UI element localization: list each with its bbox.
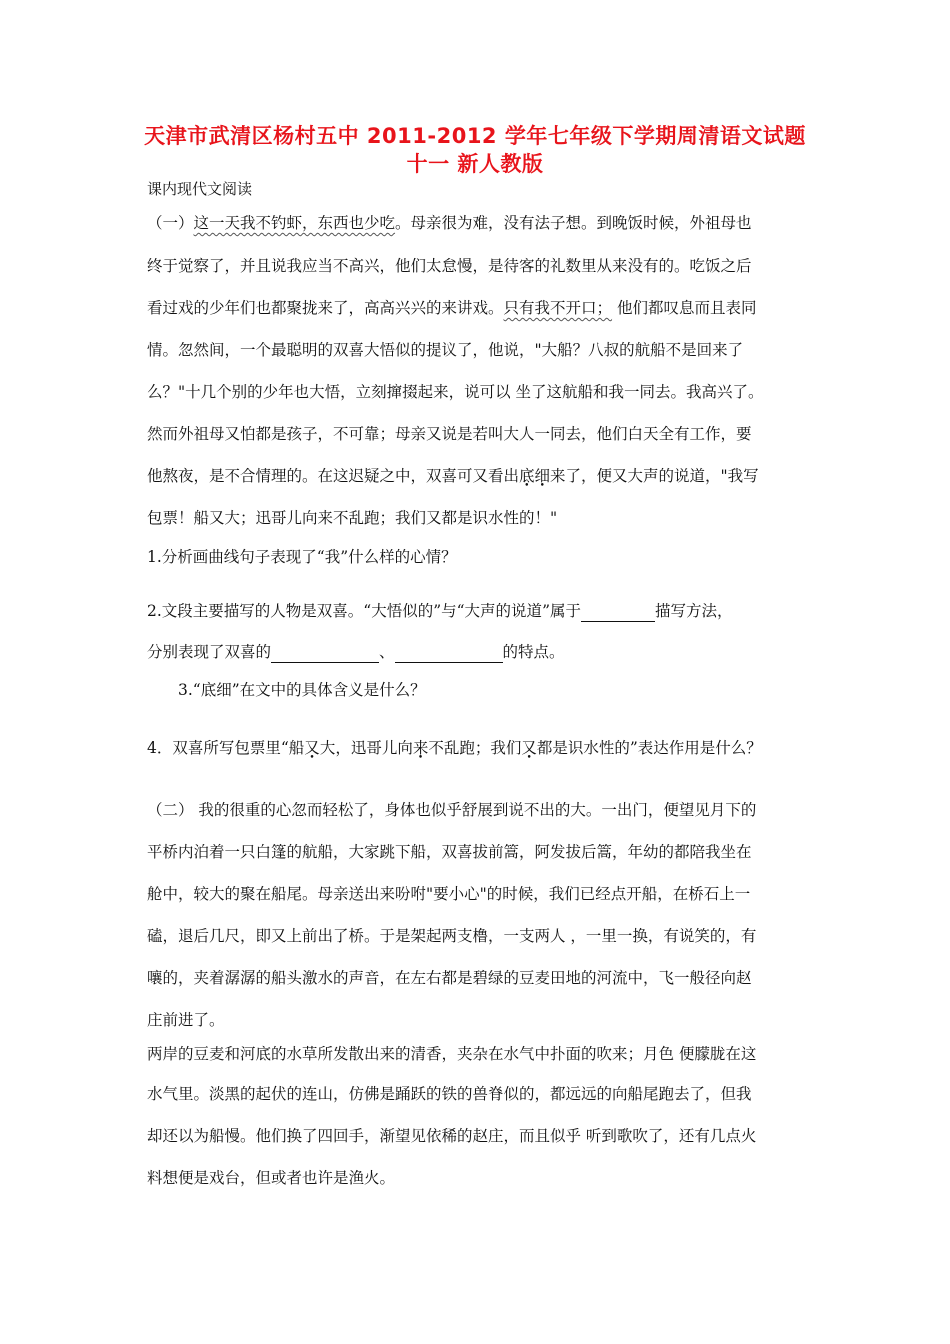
question-text: 大，迅哥儿向 [319,739,413,757]
emphasis-dotted-char: 又 [304,739,320,757]
question-text: 的特点。 [502,643,565,661]
answer-blank[interactable] [271,645,379,663]
emphasis-dotted-char: 细 [534,467,551,485]
passage2-line-8: 水气里。淡黑的起伏的连山，仿佛是踊跃的铁的兽脊似的，都远远的向船尾跑去了，但我 [147,1085,752,1103]
passage2-line-5: 嚷的，夹着潺潺的船头激水的声音，在左右都是碧绿的豆麦田地的河流中，飞一般径向赵 [147,969,752,987]
passage1-line-7 [147,465,759,487]
question-1: 1.分析画曲线句子表现了“我”什么样的心情？ [147,548,457,566]
passage2-line-7: 两岸的豆麦和河底的水草所发散出来的清香，夹杂在水气中扑面的吹来；月色 便朦胧在这 [147,1045,757,1063]
document-title-line-1: 天津市武清区杨村五中 2011-2012 学年七年级下学期周清语文试题 [144,124,806,148]
question-text: 、 [379,643,395,661]
question-2-continued [147,641,565,663]
question-text: 分别表现了双喜的 [147,643,272,661]
passage1-line-2: 终于觉察了，并且说我应当不高兴，他们太怠慢，是待客的礼数里从来没有的。吃饭之后 [147,257,752,275]
wavy-underlined-sentence: 只有我不开口； [503,299,613,317]
passage1-text: 来了，便又大声的说道，"我写 [550,467,759,485]
document-title-line-2: 十一 新人教版 [406,152,544,176]
passage2-line-3: 舱中，较大的聚在船尾。母亲送出来吩咐"要小心"的时候，我们已经点开船，在桥石上一 [147,885,751,903]
passage1-line-8: 包票！船又大；迅哥儿向来不乱跑；我们又都是识水性的！" [147,509,558,527]
passage2-line-6: 庄前进了。 [147,1011,225,1029]
passage1-line-6: 然而外祖母又怕都是孩子，不可靠；母亲又说是若叫大人一同去，他们白天全有工作，要 [147,425,752,443]
passage2-line-4: 磕，退后几尺，即又上前出了桥。于是架起两支橹，一支两人 ，一里一换，有说笑的，有 [147,927,757,945]
answer-blank[interactable] [581,604,655,622]
emphasis-dotted-char: 来 [412,739,429,757]
wavy-underlined-sentence: 这一天我不钓虾，东西也少吃 [193,214,396,232]
passage1-text: 他们都叹息而且表同 [612,299,757,317]
passage1-text: 。母亲很为难，没有法子想。到晚饭时候，外祖母也 [395,214,752,232]
question-4 [147,737,762,759]
question-text: 都是识水性的”表达作用是什么？ [536,739,762,757]
passage1-part-label: （一） [147,214,194,232]
passage1-text: 看过戏的少年们也都聚拢来了，高高兴兴的来讲戏。 [147,299,504,317]
question-text: 4．双喜所写包票里“船 [147,739,305,757]
answer-blank[interactable] [395,645,503,663]
passage2-line-1: （二） 我的很重的心忽而轻松了，身体也似乎舒展到说不出的大。一出门，便望见月下的 [147,801,757,819]
section-label: 课内现代文阅读 [147,180,253,198]
passage1-line-1 [147,212,752,234]
passage1-line-3 [147,297,756,319]
question-text: 不乱跑；我们 [428,739,522,757]
passage2-line-10: 料想便是戏台，但或者也许是渔火。 [147,1169,396,1187]
passage1-text: 他熬夜，是不合情理的。在这迟疑之中，双喜可又看出 [147,467,520,485]
passage1-line-4: 情。忽然间，一个最聪明的双喜大悟似的提议了，他说，"大船？八叔的航船不是回来了 [147,341,744,359]
passage2-line-9: 却还以为船慢。他们换了四回手，渐望见依稀的赵庄，而且似乎 听到歌吹了，还有几点火 [147,1127,757,1145]
question-text: 描写方法， [655,602,733,620]
emphasis-dotted-char: 又 [521,739,537,757]
passage2-line-2: 平桥内泊着一只白篷的航船，大家跳下船，双喜拔前篙，阿发拔后篙，年幼的都陪我坐在 [147,843,752,861]
question-text: 2.文段主要描写的人物是双喜。“大悟似的”与“大声的说道”属于 [147,602,581,620]
passage1-line-5: 么？"十几个别的少年也大悟，立刻撺掇起来，说可以 坐了这航船和我一同去。我高兴了。 [147,383,764,401]
emphasis-dotted-char: 底 [519,467,535,485]
question-2 [147,600,733,622]
question-3: 3.“底细”在文中的具体含义是什么？ [178,681,426,699]
